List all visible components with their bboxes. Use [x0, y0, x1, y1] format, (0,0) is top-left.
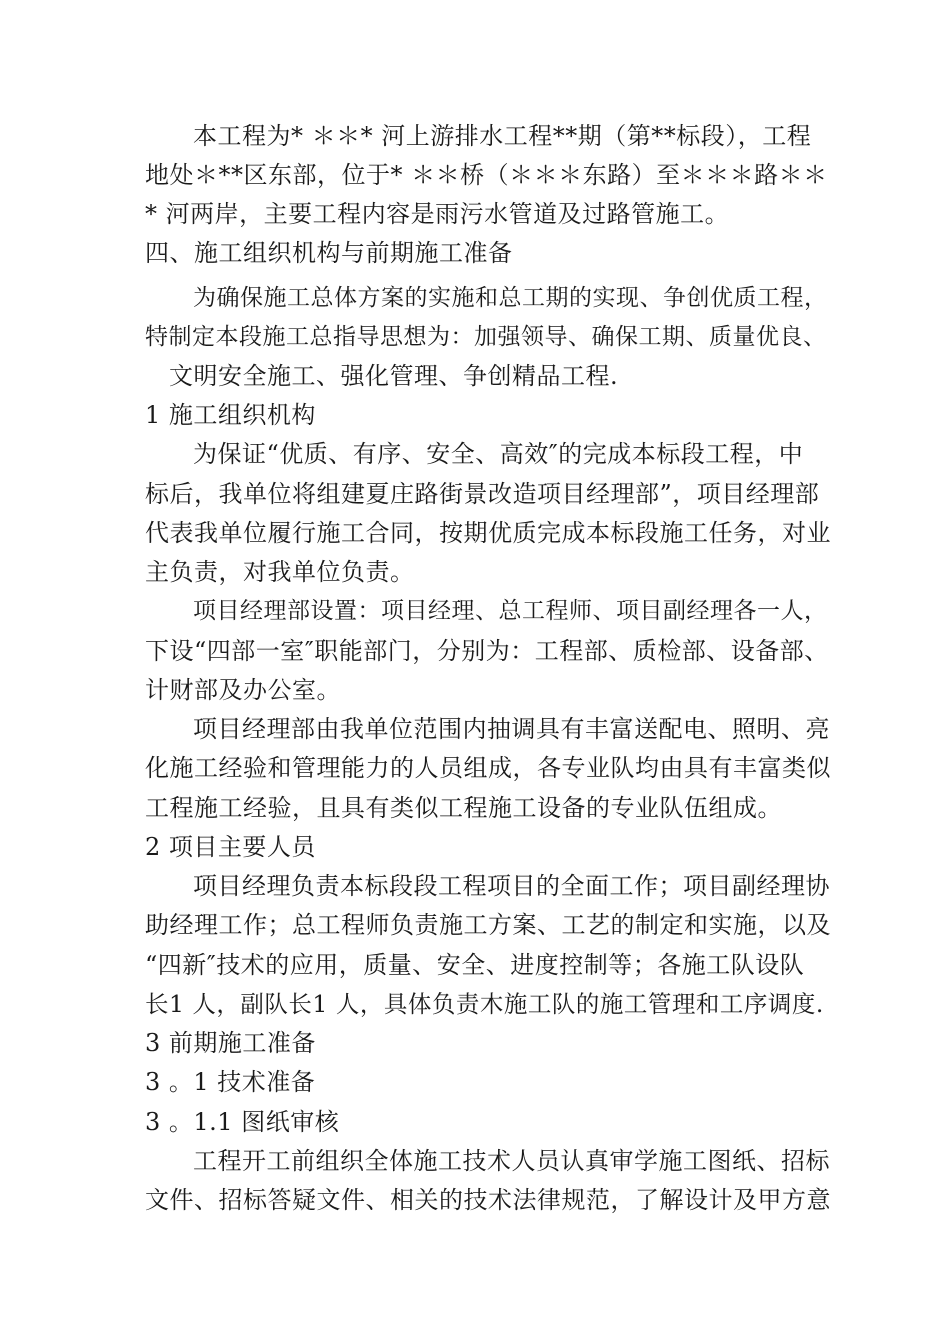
- section-heading: 3 。1 技术准备: [145, 1068, 316, 1096]
- text-line: 化施工经验和管理能力的人员组成，各专业队均由具有丰富类似: [145, 754, 831, 782]
- text-line: 工程施工经验，且具有类似工程施工设备的专业队伍组成。: [145, 794, 782, 822]
- section-heading: 1 施工组织机构: [145, 401, 316, 429]
- text-line: 主负责，对我单位负责。: [145, 558, 415, 586]
- text-line: 标后，我单位将组建夏庄路街景改造项目经理部”，项目经理部: [145, 480, 820, 508]
- text-line: 项目经理负责本标段段工程项目的全面工作；项目副经理协: [193, 872, 830, 900]
- text-line: 助经理工作；总工程师负责施工方案、工艺的制定和实施，以及: [145, 911, 831, 939]
- text-line: 文件、招标答疑文件、相关的技术法律规范，了解设计及甲方意: [145, 1186, 831, 1214]
- section-heading: 四、施工组织机构与前期施工准备: [145, 239, 513, 267]
- text-line: * 河两岸，主要工程内容是雨污水管道及过路管施工。: [145, 200, 730, 228]
- text-line: 工程开工前组织全体施工技术人员认真审学施工图纸、招标: [193, 1147, 830, 1175]
- section-heading: 2 项目主要人员: [145, 833, 316, 861]
- text-line: 本工程为* ＊＊* 河上游排水工程**期（第**标段），工程: [193, 122, 812, 150]
- text-line: 项目经理部设置：项目经理、总工程师、项目副经理各一人，: [193, 598, 828, 624]
- section-heading: 3 。1.1 图纸审核: [145, 1108, 340, 1136]
- section-heading: 3 前期施工准备: [145, 1029, 316, 1057]
- text-line: 地处＊**区东部，位于* ＊＊桥（＊＊＊东路）至＊＊＊路＊＊: [145, 161, 828, 189]
- text-line: 为确保施工总体方案的实施和总工期的实现、争创优质工程，: [193, 285, 828, 311]
- text-line: 文明安全施工、强化管理、争创精品工程.: [169, 362, 619, 390]
- text-line: 特制定本段施工总指导思想为：加强领导、确保工期、质量优良、: [145, 324, 827, 350]
- text-line: 为保证“优质、有序、安全、高效″的完成本标段工程，中: [193, 440, 804, 468]
- text-line: 项目经理部由我单位范围内抽调具有丰富送配电、照明、亮: [193, 715, 830, 743]
- text-line: “四新″技术的应用，质量、安全、进度控制等；各施工队设队: [145, 951, 805, 979]
- text-line: 长1 人，副队长1 人，具体负责木施工队的施工管理和工序调度.: [145, 990, 824, 1018]
- text-line: 计财部及办公室。: [145, 676, 341, 704]
- text-line: 下设“四部一室″职能部门，分别为：工程部、质检部、设备部、: [145, 637, 829, 665]
- text-line: 代表我单位履行施工合同，按期优质完成本标段施工任务，对业: [145, 519, 831, 547]
